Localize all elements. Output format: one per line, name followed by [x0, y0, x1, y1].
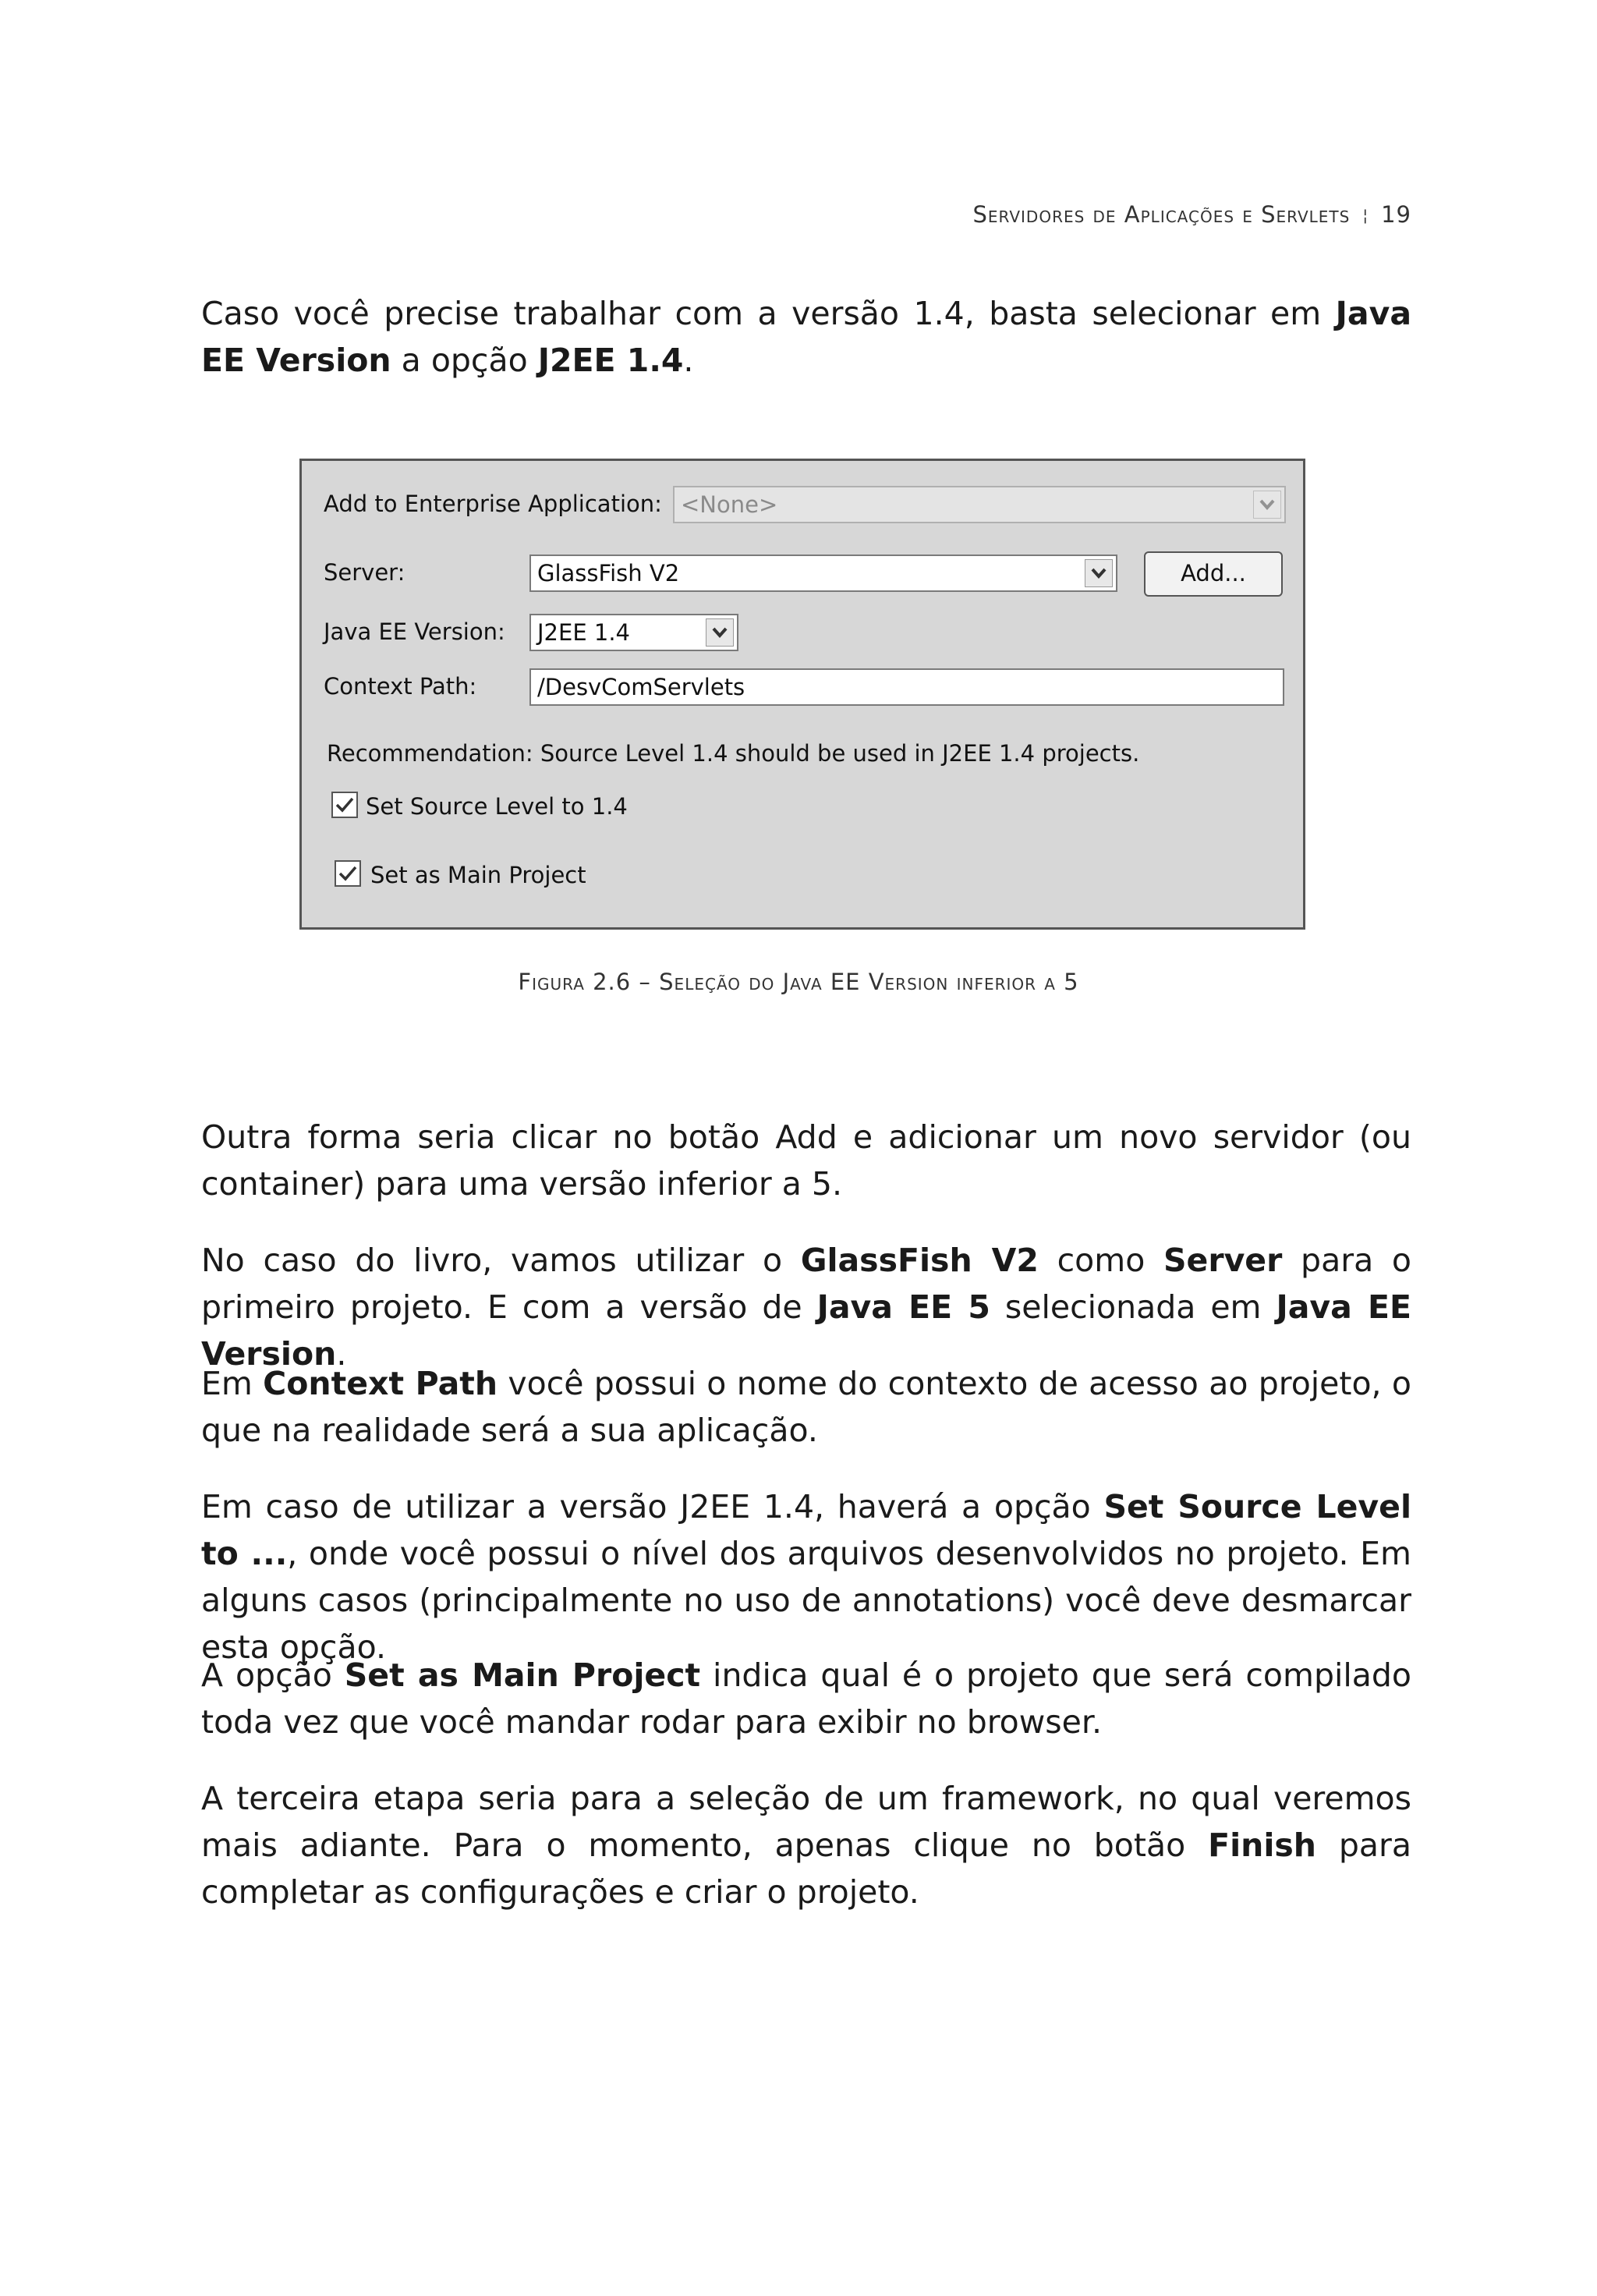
main-project-checkbox[interactable]	[335, 860, 361, 887]
main-project-label[interactable]: Set as Main Project	[370, 862, 586, 888]
intro-paragraph: Caso você precise trabalhar com a versão 1.4, basta selecionar em Java EE Version a opção J2EE 1.4.	[201, 295, 1411, 379]
figure-caption: Figura 2.6 – Seleção do Java EE Version inferior a 5	[518, 969, 1079, 995]
source-level-label[interactable]: Set Source Level to 1.4	[366, 793, 628, 820]
paragraph-source-level: Em caso de utilizar a versão J2EE 1.4, haverá a opção Set Source Level to ..., onde você possui o nível dos arquivos desenvolvidos no projeto. Em alguns casos (principalmente no uso de annotations) você deve desmarcar esta opção.	[201, 1488, 1412, 1666]
check-icon	[338, 865, 358, 882]
enterprise-app-select	[673, 486, 1286, 523]
javaee-version-value: J2EE 1.4	[537, 619, 630, 646]
server-value: GlassFish V2	[537, 560, 680, 586]
javaee-version-select[interactable]	[529, 614, 738, 651]
javaee-version-label: Java EE Version:	[324, 618, 505, 645]
server-label: Server:	[324, 559, 405, 586]
context-path-input[interactable]	[529, 668, 1284, 706]
paragraph-context-path: Em Context Path você possui o nome do contexto de acesso ao projeto, o que na realidade será a sua aplicação.	[201, 1365, 1411, 1449]
chevron-down-icon	[1253, 491, 1281, 519]
source-level-checkbox[interactable]	[331, 792, 358, 818]
running-header	[973, 201, 1412, 228]
running-title: Servidores de Aplicações e Servlets	[972, 201, 1351, 228]
context-path-label: Context Path:	[324, 673, 477, 700]
paragraph-framework: A terceira etapa seria para a seleção de um framework, no qual veremos mais adiante. Para o momento, apenas clique no botão Finish para completar as configurações e criar o projeto.	[201, 1780, 1411, 1911]
server-select[interactable]	[529, 555, 1117, 592]
context-path-value: /DesvComServlets	[537, 674, 745, 700]
chevron-down-icon[interactable]	[706, 618, 734, 647]
add-server-button[interactable]: Add...	[1144, 551, 1283, 597]
chevron-down-icon[interactable]	[1085, 559, 1113, 587]
paragraph-glassfish: No caso do livro, vamos utilizar o GlassFish V2 como Server para o primeiro projeto. E com a versão de Java EE 5 selecionada em Java EE Version.	[201, 1242, 1412, 1373]
enterprise-app-label: Add to Enterprise Application:	[324, 491, 662, 517]
enterprise-app-value: <None>	[681, 491, 778, 518]
page-number: 19	[1381, 201, 1411, 228]
check-icon	[335, 796, 355, 813]
paragraph-add-server: Outra forma seria clicar no botão Add e adicionar um novo servidor (ou container) para uma versão inferior a 5.	[201, 1118, 1411, 1203]
paragraph-main-project: A opção Set as Main Project indica qual é o projeto que será compilado toda vez que você mandar rodar para exibir no browser.	[201, 1656, 1411, 1741]
header-separator: ¦	[1362, 206, 1369, 225]
project-settings-dialog	[299, 459, 1305, 930]
recommendation-text: Recommendation: Source Level 1.4 should be used in J2EE 1.4 projects.	[327, 740, 1140, 767]
